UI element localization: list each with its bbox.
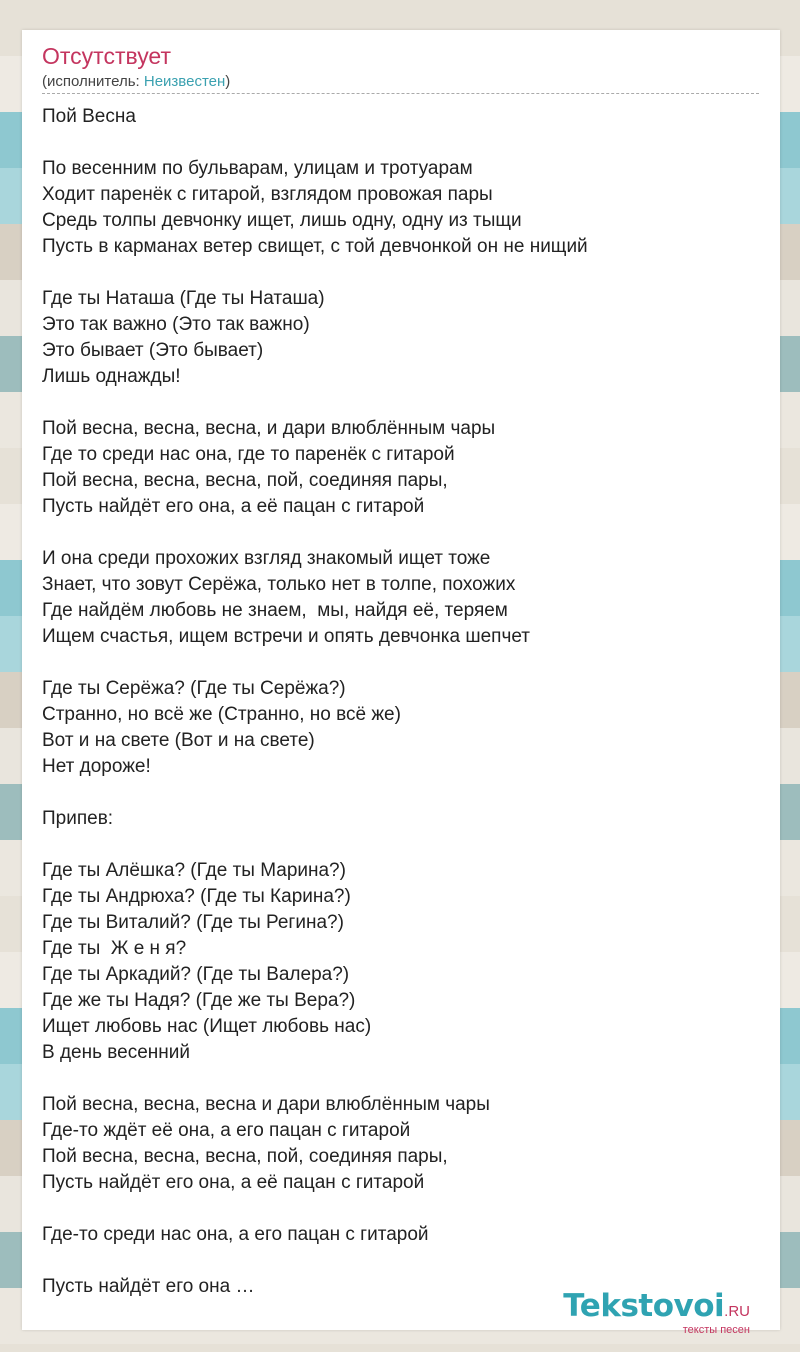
- header-divider: [42, 93, 759, 94]
- lyric-line: Где то среди нас она, где то паренёк с гитарой: [42, 444, 455, 465]
- lyric-line: Пусть найдёт его она …: [42, 1276, 255, 1297]
- lyric-line: Где ты Серёжа? (Где ты Серёжа?): [42, 678, 346, 699]
- site-logo[interactable]: [563, 1288, 750, 1336]
- lyric-line: Где ты Алёшка? (Где ты Марина?): [42, 860, 346, 881]
- lyric-line: [42, 832, 762, 858]
- lyric-line: [42, 1248, 762, 1274]
- lyric-line: Пусть найдёт его она, а её пацан с гитарой: [42, 1172, 425, 1193]
- lyric-line: [42, 650, 762, 676]
- lyric-line: Знает, что зовут Серёжа, только нет в толпе, похожих: [42, 574, 516, 595]
- artist-line: [42, 73, 230, 90]
- lyric-line: Где ты Аркадий? (Где ты Валера?): [42, 964, 350, 985]
- lyric-line: Где ты Виталий? (Где ты Регина?): [42, 912, 344, 933]
- lyric-line: Пой весна, весна, весна, и дари влюблённым чары: [42, 418, 496, 439]
- artist-prefix: (исполнитель:: [42, 73, 144, 90]
- lyric-line: Нет дороже!: [42, 756, 151, 777]
- lyric-line: Пой Весна: [42, 106, 136, 127]
- lyric-line: [42, 130, 762, 156]
- logo-tld: .RU: [724, 1303, 750, 1320]
- lyric-line: В день весенний: [42, 1042, 191, 1063]
- lyric-line: Где ты Андрюха? (Где ты Карина?): [42, 886, 351, 907]
- lyric-line: Где найдём любовь не знаем, мы, найдя её, теряем: [42, 600, 508, 621]
- lyrics-text: [42, 104, 762, 1300]
- lyric-line: И она среди прохожих взгляд знакомый ищет тоже: [42, 548, 491, 569]
- lyric-line: Пусть в карманах ветер свищет, с той девчонкой он не нищий: [42, 236, 588, 257]
- song-title: Отсутствует: [42, 43, 171, 69]
- lyric-line: Где ты Наташа (Где ты Наташа): [42, 288, 325, 309]
- lyric-line: Где же ты Надя? (Где же ты Вера?): [42, 990, 356, 1011]
- lyric-line: Где-то среди нас она, а его пацан с гитарой: [42, 1224, 429, 1245]
- lyric-line: [42, 390, 762, 416]
- lyric-line: Средь толпы девчонку ищет, лишь одну, одну из тыщи: [42, 210, 522, 231]
- lyric-line: Ищет любовь нас (Ищет любовь нас): [42, 1016, 372, 1037]
- lyric-line: Ходит паренёк с гитарой, взглядом провожая пары: [42, 184, 493, 205]
- lyric-line: Где-то ждёт её она, а его пацан с гитарой: [42, 1120, 411, 1141]
- lyric-line: Припев:: [42, 808, 114, 829]
- lyric-line: Вот и на свете (Вот и на свете): [42, 730, 315, 751]
- lyric-line: Где ты Ж е н я?: [42, 938, 187, 959]
- lyric-line: Странно, но всё же (Странно, но всё же): [42, 704, 401, 725]
- lyric-line: Это так важно (Это так важно): [42, 314, 310, 335]
- lyric-line: По весенним по бульварам, улицам и тротуарам: [42, 158, 473, 179]
- lyric-line: Пой весна, весна, весна, пой, соединяя пары,: [42, 1146, 448, 1167]
- lyric-line: Пусть найдёт его она, а её пацан с гитарой: [42, 496, 425, 517]
- lyric-line: [42, 260, 762, 286]
- logo-tagline: тексты песен: [682, 1324, 750, 1336]
- lyric-line: Пой весна, весна, весна и дари влюблённым чары: [42, 1094, 490, 1115]
- lyric-line: [42, 1196, 762, 1222]
- lyric-line: Ищем счастья, ищем встречи и опять девчонка шепчет: [42, 626, 530, 647]
- lyrics-card: [22, 30, 780, 1336]
- lyric-line: Это бывает (Это бывает): [42, 340, 264, 361]
- logo-brand: Tekstovoi: [563, 1288, 725, 1324]
- lyric-line: [42, 780, 762, 806]
- lyric-line: Пой весна, весна, весна, пой, соединяя пары,: [42, 470, 448, 491]
- lyric-line: Лишь однажды!: [42, 366, 181, 387]
- lyric-line: [42, 1066, 762, 1092]
- lyric-line: [42, 520, 762, 546]
- artist-suffix: ): [225, 73, 231, 90]
- artist-link[interactable]: Неизвестен: [143, 73, 226, 90]
